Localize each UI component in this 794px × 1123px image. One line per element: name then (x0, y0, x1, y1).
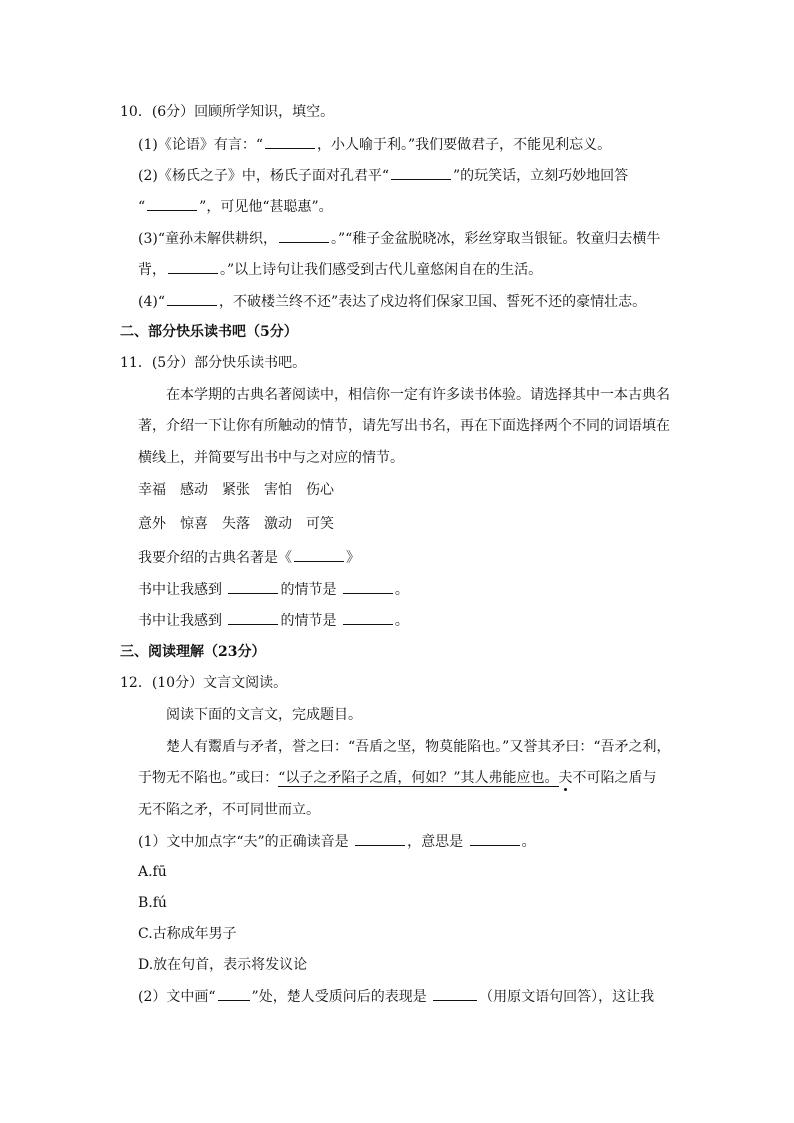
word-choices-row2 (138, 514, 348, 534)
q12-intro: 阅读下面的文言文，完成题目。 (166, 707, 362, 723)
q11-paragraph-line1: 在本学期的古典名著阅读中，相信你一定有许多读书体验。请选择其中一本古典名 (166, 387, 670, 403)
word-choice: 惊喜 (180, 516, 208, 532)
q10-sub1: (1)《论语》有言：“ ，小人喻于利。”我们要做君子，不能见利忘义。 (138, 134, 611, 155)
pronunciation-blank[interactable] (355, 831, 405, 846)
option-a[interactable]: A.fū (138, 864, 167, 880)
feeling-blank[interactable] (228, 610, 278, 625)
q11-paragraph-line3: 横线上，并简要写出书中与之对应的情节。 (138, 450, 404, 466)
answer-blank[interactable] (265, 134, 315, 149)
passage-line2: 于物无不陷也。”或曰：“以子之矛陷子之盾，何如？”其人弗能应也。夫不可陷之盾与 (138, 770, 657, 786)
feeling-line-2: 书中让我感到 的情节是 。 (138, 610, 409, 631)
q12-sub1: (1）文中加点字“夫”的正确读音是 ，意思是 。 (138, 831, 536, 852)
answer-blank[interactable] (167, 291, 217, 306)
word-choice: 失落 (222, 516, 250, 532)
book-title-line: 我要介绍的古典名著是《 》 (138, 547, 360, 568)
dotted-character: 夫 (558, 770, 573, 786)
feeling-line-1: 书中让我感到 的情节是 。 (138, 579, 409, 600)
meaning-blank[interactable] (470, 831, 520, 846)
q10-sub4: (4)“ ，不破楼兰终不还”表达了戍边将们保家卫国、誓死不还的豪情壮志。 (138, 291, 646, 312)
option-b[interactable]: B.fú (138, 895, 167, 911)
q10-sub2-cont: “ ”，可见他“甚聪惠”。 (138, 196, 333, 217)
option-c[interactable]: C.古称成年男子 (138, 926, 237, 942)
word-choice: 伤心 (306, 482, 334, 498)
q11-paragraph-line2: 著，介绍一下让你有所触动的情节，请先写出书名，再在下面选择两个不同的词语填在 (138, 418, 670, 434)
word-choice: 感动 (180, 482, 208, 498)
q12-stem: 12．(10分）文言文阅读。 (120, 675, 288, 691)
plot-blank[interactable] (343, 579, 393, 594)
word-choices-row1 (138, 480, 348, 500)
answer-blank[interactable] (279, 228, 329, 243)
q11-stem: 11．(5分）部分快乐读书吧。 (120, 355, 307, 371)
q10-stem: 10．(6分）回顾所学知识，填空。 (120, 104, 335, 120)
q10-sub2: (2)《杨氏之子》中，杨氏子面对孔君平“ ”的玩笑话，立刻巧妙地回答 (138, 165, 628, 186)
book-title-blank[interactable] (294, 547, 344, 562)
q12-sub2: (2）文中画“ ”处，楚人受质问后的表现是 （用原文语句回答），这让我 (138, 986, 654, 1007)
plot-blank[interactable] (343, 610, 393, 625)
feeling-blank[interactable] (228, 579, 278, 594)
passage-line1: 楚人有鬻盾与矛者，誉之曰：“吾盾之坚，物莫能陷也。”又誉其矛曰：“吾矛之利， (166, 739, 671, 755)
option-d[interactable]: D.放在句首，表示将发议论 (138, 957, 308, 973)
answer-blank[interactable] (433, 986, 477, 1001)
underline-marker (218, 986, 250, 1001)
word-choice: 紧张 (222, 482, 250, 498)
word-choice: 可笑 (306, 516, 334, 532)
answer-blank[interactable] (147, 196, 197, 211)
passage-line3: 无不陷之矛，不可同世而立。 (138, 802, 320, 818)
q10-sub3: (3)“童孙未解供耕织， 。”“稚子金盆脱晓冰，彩丝穿取当银钲。牧童归去横牛 (138, 228, 660, 249)
word-choice: 激动 (264, 516, 292, 532)
answer-blank[interactable] (168, 259, 218, 274)
section-2-title: 二、部分快乐读书吧（5分） (120, 324, 298, 340)
word-choice: 幸福 (138, 482, 166, 498)
answer-blank[interactable] (391, 165, 451, 180)
underlined-sentence: “以子之矛陷子之盾，何如？”其人弗能应也。 (278, 770, 559, 786)
word-choice: 害怕 (264, 482, 292, 498)
section-3-title: 三、阅读理解（23分） (120, 644, 266, 660)
word-choice: 意外 (138, 516, 166, 532)
q10-sub3-cont: 背， 。”以上诗句让我们感受到古代儿童悠闲自在的生活。 (138, 259, 542, 280)
